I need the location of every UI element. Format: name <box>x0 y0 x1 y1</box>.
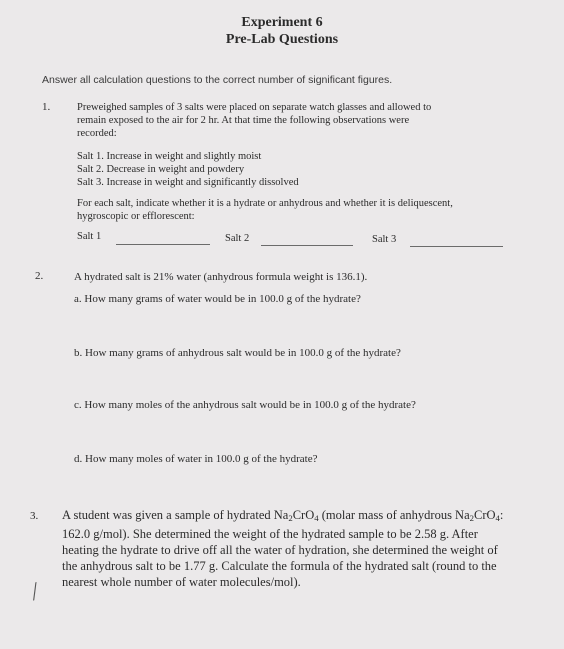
q3-number: 3. <box>30 510 39 522</box>
salt-1-answer-blank[interactable] <box>116 244 210 245</box>
q1-intro-line: recorded: <box>77 128 117 139</box>
page-title: Experiment 6 <box>241 15 323 30</box>
q1-intro-line: Preweighed samples of 3 salts were placed on separate watch glasses and allowed to <box>77 102 432 113</box>
q3-line: nearest whole number of water molecules/mol). <box>62 575 301 589</box>
q1-observation: Salt 3. Increase in weight and significantly dissolved <box>77 177 299 188</box>
q2-stem: A hydrated salt is 21% water (anhydrous formula weight is 136.1). <box>74 271 368 283</box>
q1-observations <box>77 150 299 189</box>
pen-check-mark-icon: ╱ <box>28 584 42 601</box>
salt-3-label: Salt 3 <box>372 234 397 245</box>
q2-part-a: a. How many grams of water would be in 100.0 g of the hydrate? <box>74 293 361 305</box>
q2-part-d: d. How many moles of water in 100.0 g of the hydrate? <box>74 453 318 465</box>
q1-prompt <box>77 197 537 223</box>
page-subtitle: Pre-Lab Questions <box>225 32 339 47</box>
q1-observation: Salt 1. Increase in weight and slightly moist <box>77 151 262 162</box>
q3-text <box>62 507 552 590</box>
q2-part-b: b. How many grams of anhydrous salt would be in 100.0 g of the hydrate? <box>74 347 401 359</box>
q2-part-c: c. How many moles of the anhydrous salt would be in 100.0 g of the hydrate? <box>74 399 416 411</box>
q1-number: 1. <box>42 101 51 113</box>
salt-1-label: Salt 1 <box>77 231 102 242</box>
instructions: Answer all calculation questions to the correct number of significant figures. <box>42 74 393 86</box>
q3-line: 162.0 g/mol). She determined the weight of the hydrated sample to be 2.58 g. After <box>62 527 478 541</box>
q1-observation: Salt 2. Decrease in weight and powdery <box>77 164 245 175</box>
q3-line-1: A student was given a sample of hydrated $Na_2CrO_4$ (molar mass of anhydrous $Na_2CrO_4$: <box>62 508 504 523</box>
salt-2-answer-blank[interactable] <box>261 245 353 246</box>
q1-intro <box>77 101 527 140</box>
q1-intro-line: remain exposed to the air for 2 hr. At that time the following observations were <box>77 115 410 126</box>
q3-line: heating the hydrate to drive off all the water of hydration, she determined the weight of <box>62 543 498 557</box>
q1-prompt-line: For each salt, indicate whether it is a hydrate or anhydrous and whether it is deliquescent, <box>77 198 453 209</box>
salt-3-answer-blank[interactable] <box>410 246 503 247</box>
q1-prompt-line: hygroscopic or efflorescent: <box>77 211 195 222</box>
q3-line: the anhydrous salt to be 1.77 g. Calculate the formula of the hydrated salt (round to the <box>62 559 497 573</box>
q2-number: 2. <box>35 270 44 282</box>
salt-2-label: Salt 2 <box>225 233 250 244</box>
